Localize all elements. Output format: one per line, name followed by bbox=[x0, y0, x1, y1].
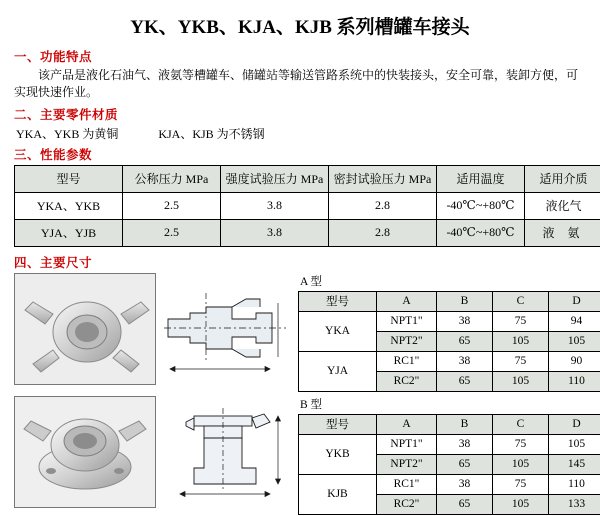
dimA-r0-d: 94 bbox=[549, 311, 600, 331]
dimension-table-b-wrap bbox=[298, 396, 600, 515]
perf-r0-model: YKA、YKB bbox=[15, 192, 123, 219]
table-row bbox=[15, 219, 600, 246]
section-heading-features: 一、功能特点 bbox=[14, 50, 93, 64]
table-header-row bbox=[299, 414, 600, 434]
perf-col-5: 适用介质 bbox=[525, 165, 600, 192]
perf-col-3: 密封试验压力 MPa bbox=[329, 165, 437, 192]
dimB-r2-c: 75 bbox=[493, 474, 549, 494]
dimB-r1-a: NPT2" bbox=[377, 454, 437, 474]
product-photo-b bbox=[14, 396, 156, 508]
perf-col-2: 强度试验压力 MPa bbox=[221, 165, 329, 192]
dimension-table-b bbox=[298, 414, 600, 515]
dimB-r2-d: 110 bbox=[549, 474, 600, 494]
perf-r1-model: YJA、YJB bbox=[15, 219, 123, 246]
perf-r0-medium: 液化气 bbox=[525, 192, 600, 219]
dimA-col-1: A bbox=[377, 291, 437, 311]
product-photo-a bbox=[14, 273, 156, 385]
material-right: KJA、KJB 为不锈钢 bbox=[158, 126, 265, 141]
dimA-r3-c: 105 bbox=[493, 371, 549, 391]
page-title: YK、YKB、KJA、KJB 系列槽罐车接头 bbox=[130, 17, 470, 38]
dimA-r2-b: 38 bbox=[437, 351, 493, 371]
dimA-col-2: B bbox=[437, 291, 493, 311]
dimB-r1-c: 105 bbox=[493, 454, 549, 474]
dimB-col-3: C bbox=[493, 414, 549, 434]
table-header-row bbox=[15, 165, 600, 192]
dimB-r2-model: KJB bbox=[299, 474, 377, 514]
technical-drawing-b bbox=[160, 396, 290, 506]
dimA-r2-c: 75 bbox=[493, 351, 549, 371]
dimB-r0-c: 75 bbox=[493, 434, 549, 454]
section-heading-dimensions: 四、主要尺寸 bbox=[14, 255, 93, 270]
perf-col-0: 型号 bbox=[15, 165, 123, 192]
dimA-col-4: D bbox=[549, 291, 600, 311]
perf-col-4: 适用温度 bbox=[437, 165, 525, 192]
dimB-r1-d: 145 bbox=[549, 454, 600, 474]
table-row bbox=[15, 192, 600, 219]
dimB-col-1: A bbox=[377, 414, 437, 434]
dimension-row-a bbox=[14, 273, 586, 392]
perf-r0-nominal: 2.5 bbox=[123, 192, 221, 219]
dimensions-area bbox=[14, 273, 586, 515]
dimA-col-0: 型号 bbox=[299, 291, 377, 311]
dimension-table-a-label: A 型 bbox=[300, 275, 323, 288]
perf-r1-seal: 2.8 bbox=[329, 219, 437, 246]
perf-r0-strength: 3.8 bbox=[221, 192, 329, 219]
table-header-row bbox=[299, 291, 600, 311]
dimB-r0-model: YKB bbox=[299, 434, 377, 474]
dimB-r1-b: 65 bbox=[437, 454, 493, 474]
dimB-r0-b: 38 bbox=[437, 434, 493, 454]
dimA-r0-b: 38 bbox=[437, 311, 493, 331]
dimB-r0-a: NPT1" bbox=[377, 434, 437, 454]
technical-drawing-a bbox=[160, 273, 290, 383]
dimB-r3-b: 65 bbox=[437, 494, 493, 514]
dimB-r0-d: 105 bbox=[549, 434, 600, 454]
perf-r1-strength: 3.8 bbox=[221, 219, 329, 246]
perf-r1-temp: -40℃~+80℃ bbox=[437, 219, 525, 246]
dimA-r1-d: 105 bbox=[549, 331, 600, 351]
dimB-r2-b: 38 bbox=[437, 474, 493, 494]
perf-r0-temp: -40℃~+80℃ bbox=[437, 192, 525, 219]
perf-r0-seal: 2.8 bbox=[329, 192, 437, 219]
table-row bbox=[299, 434, 600, 454]
dimB-r3-a: RC2" bbox=[377, 494, 437, 514]
dimA-r3-a: RC2" bbox=[377, 371, 437, 391]
dimension-row-b bbox=[14, 396, 586, 515]
dimA-r0-a: NPT1" bbox=[377, 311, 437, 331]
dimA-r2-model: YJA bbox=[299, 351, 377, 391]
dimA-r0-c: 75 bbox=[493, 311, 549, 331]
material-line bbox=[14, 125, 586, 142]
dimB-r3-c: 105 bbox=[493, 494, 549, 514]
table-row bbox=[299, 311, 600, 331]
dimA-r2-a: RC1" bbox=[377, 351, 437, 371]
dimension-table-b-label: B 型 bbox=[300, 398, 323, 411]
dimB-r2-a: RC1" bbox=[377, 474, 437, 494]
dimA-r2-d: 90 bbox=[549, 351, 600, 371]
section-heading-performance: 三、性能参数 bbox=[14, 147, 93, 162]
perf-col-1: 公称压力 MPa bbox=[123, 165, 221, 192]
dimA-r1-c: 105 bbox=[493, 331, 549, 351]
section-heading-material: 二、主要零件材质 bbox=[14, 107, 119, 122]
table-row bbox=[299, 351, 600, 371]
dimension-table-a bbox=[298, 291, 600, 392]
material-left: YKA、YKB 为黄铜 bbox=[16, 126, 119, 141]
features-text: 该产品是液化石油气、液氨等槽罐车、储罐站等输送管路系统中的快装接头，安全可靠，装卸方便，可实现快速作业。 bbox=[14, 68, 579, 100]
dimA-r1-a: NPT2" bbox=[377, 331, 437, 351]
dimA-r0-model: YKA bbox=[299, 311, 377, 351]
dimA-r3-d: 110 bbox=[549, 371, 600, 391]
dimB-r3-d: 133 bbox=[549, 494, 600, 514]
performance-table bbox=[14, 165, 600, 247]
dimB-col-4: D bbox=[549, 414, 600, 434]
table-row bbox=[299, 474, 600, 494]
dimB-col-2: B bbox=[437, 414, 493, 434]
dimA-r3-b: 65 bbox=[437, 371, 493, 391]
perf-r1-nominal: 2.5 bbox=[123, 219, 221, 246]
dimension-table-a-wrap bbox=[298, 273, 600, 392]
dimA-col-3: C bbox=[493, 291, 549, 311]
perf-r1-medium: 液 氨 bbox=[525, 219, 600, 246]
dimB-col-0: 型号 bbox=[299, 414, 377, 434]
dimA-r1-b: 65 bbox=[437, 331, 493, 351]
